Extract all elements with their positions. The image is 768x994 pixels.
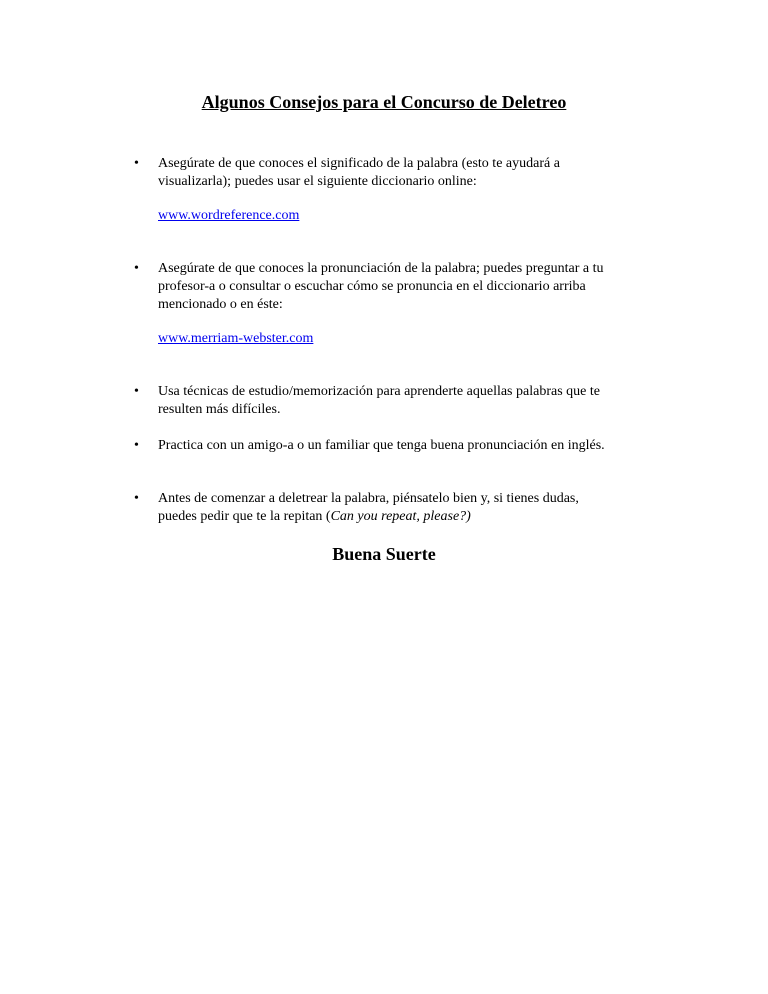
wordreference-link[interactable]: www.wordreference.com: [158, 208, 300, 223]
list-item: [158, 155, 658, 191]
tip-line: Asegúrate de que conoces la pronunciación de la palabra; puedes preguntar a tu: [158, 261, 604, 276]
tip-line-italic: Can you repeat, please?): [330, 509, 471, 524]
tip-line: [158, 508, 658, 526]
list-item-link-row: [158, 330, 658, 348]
tip-line: Antes de comenzar a deletrear la palabra, piénsatelo bien y, si tienes dudas,: [158, 491, 579, 506]
tip-line: Usa técnicas de estudio/memorización para aprenderte aquellas palabras que te: [158, 384, 600, 399]
bullet-marker: •: [134, 384, 139, 399]
bullet-marker: •: [134, 491, 139, 506]
bullet-marker: •: [134, 261, 139, 276]
tip-line: visualizarla); puedes usar el siguiente diccionario online:: [158, 174, 477, 189]
tip-line: resulten más difíciles.: [158, 402, 281, 417]
list-item: [158, 383, 658, 419]
tip-line: Asegúrate de que conoces el significado de la palabra (esto te ayudará a: [158, 156, 560, 171]
page-title: Algunos Consejos para el Concurso de Deletreo: [201, 92, 567, 112]
list-item: [158, 437, 658, 455]
list-item: [158, 490, 658, 526]
merriam-webster-link[interactable]: www.merriam-webster.com: [158, 331, 314, 346]
list-item: [158, 260, 658, 314]
tip-line-prefix: puedes pedir que te la repitan (: [158, 509, 331, 524]
bullet-marker: •: [134, 438, 139, 453]
closing-text: Buena Suerte: [332, 544, 436, 564]
tip-line: profesor-a o consultar o escuchar cómo se pronuncia en el diccionario arriba: [158, 279, 586, 294]
tip-line: Practica con un amigo-a o un familiar que tenga buena pronunciación en inglés.: [158, 438, 605, 453]
list-item-link-row: [158, 207, 658, 225]
bullet-marker: •: [134, 156, 139, 171]
tip-line: mencionado o en éste:: [158, 297, 283, 312]
